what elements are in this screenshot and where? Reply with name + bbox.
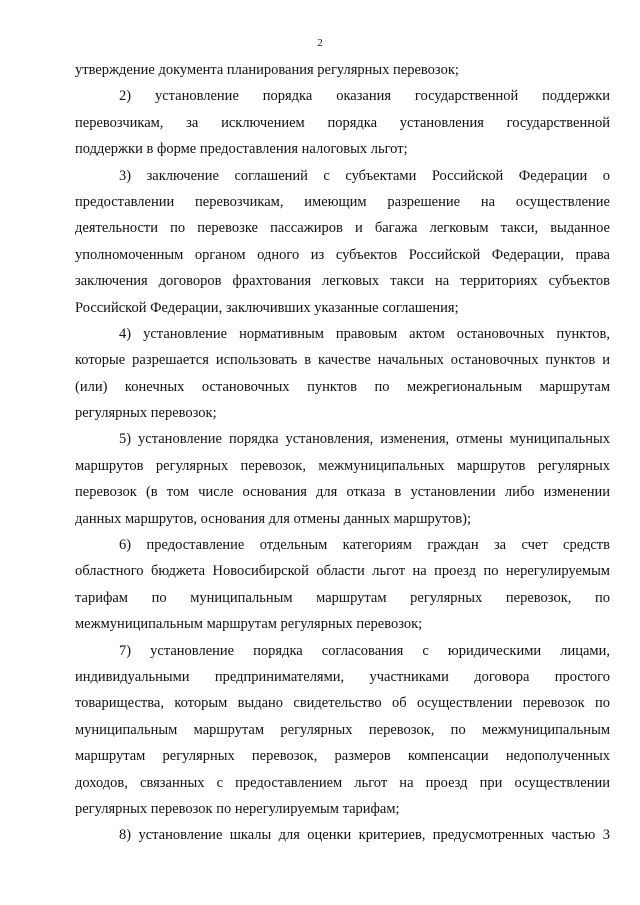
paragraph-line: уполномоченным органом одного из субъектов Российской Федерации, права	[75, 246, 610, 263]
document-paragraph	[75, 321, 610, 427]
document-paragraph	[75, 163, 610, 321]
paragraph-line: заключения договоров фрахтования легковых такси на территориях субъектов	[75, 273, 610, 290]
document-paragraph	[75, 83, 610, 162]
paragraph-line: предоставлении перевозчикам, имеющим разрешение на осуществление	[75, 193, 610, 210]
paragraph-line: тарифам по муниципальным маршрутам регулярных перевозок, по	[75, 589, 610, 606]
paragraph-line: поддержки в форме предоставления налоговых льгот;	[75, 141, 408, 158]
paragraph-line: товарищества, которым выдано свидетельство об осуществлении перевозок по	[75, 695, 610, 712]
paragraph-line: 3) заключение соглашений с субъектами Российской Федерации о	[119, 167, 610, 184]
paragraph-line: регулярных перевозок по нерегулируемым тарифам;	[75, 800, 400, 817]
paragraph-line: (или) конечных остановочных пунктов по межрегиональным маршрутам	[75, 378, 610, 395]
paragraph-line: маршрутов регулярных перевозок, межмуниципальных маршрутов регулярных	[75, 457, 610, 474]
paragraph-line: межмуниципальным маршрутам регулярных перевозок;	[75, 616, 423, 633]
document-body	[75, 57, 610, 849]
paragraph-line: доходов, связанных с предоставлением льгот на проезд при осуществлении	[75, 774, 610, 791]
paragraph-line: данных маршрутов, основания для отмены данных маршрутов);	[75, 510, 471, 527]
document-paragraph	[75, 57, 610, 83]
paragraph-line: утверждение документа планирования регулярных перевозок;	[75, 62, 459, 78]
page-number: 2	[317, 37, 323, 49]
document-paragraph	[75, 532, 610, 638]
paragraph-line: 2) установление порядка оказания государственной поддержки	[119, 88, 610, 105]
paragraph-line: перевозчикам, за исключением порядка установления государственной	[75, 114, 610, 131]
paragraph-line: перевозок (в том числе основания для отказа в установлении либо изменении	[75, 484, 610, 501]
document-paragraph	[75, 638, 610, 823]
document-paragraph	[75, 426, 610, 532]
paragraph-line: регулярных перевозок;	[75, 405, 217, 422]
paragraph-line: Российской Федерации, заключивших указанные соглашения;	[75, 299, 459, 316]
paragraph-line: индивидуальными предпринимателями, участниками договора простого	[75, 668, 610, 685]
paragraph-line: областного бюджета Новосибирской области льгот на проезд по нерегулируемым	[75, 563, 610, 580]
paragraph-line: муниципальным маршрутам регулярных перевозок, по межмуниципальным	[75, 721, 610, 738]
paragraph-line: которые разрешается использовать в качестве начальных остановочных пунктов и	[75, 352, 610, 369]
document-paragraph	[75, 822, 610, 848]
paragraph-line: 8) установление шкалы для оценки критериев, предусмотренных частью 3	[119, 827, 610, 844]
paragraph-line: 4) установление нормативным правовым актом остановочных пунктов,	[119, 325, 610, 342]
paragraph-line: деятельности по перевозке пассажиров и багажа легковым такси, выданное	[75, 220, 610, 237]
paragraph-line: 5) установление порядка установления, изменения, отмены муниципальных	[119, 431, 610, 448]
paragraph-line: маршрутам регулярных перевозок, размеров компенсации недополученных	[75, 748, 610, 765]
paragraph-line: 6) предоставление отдельным категориям граждан за счет средств	[119, 537, 610, 554]
paragraph-line: 7) установление порядка согласования с юридическими лицами,	[119, 642, 610, 659]
